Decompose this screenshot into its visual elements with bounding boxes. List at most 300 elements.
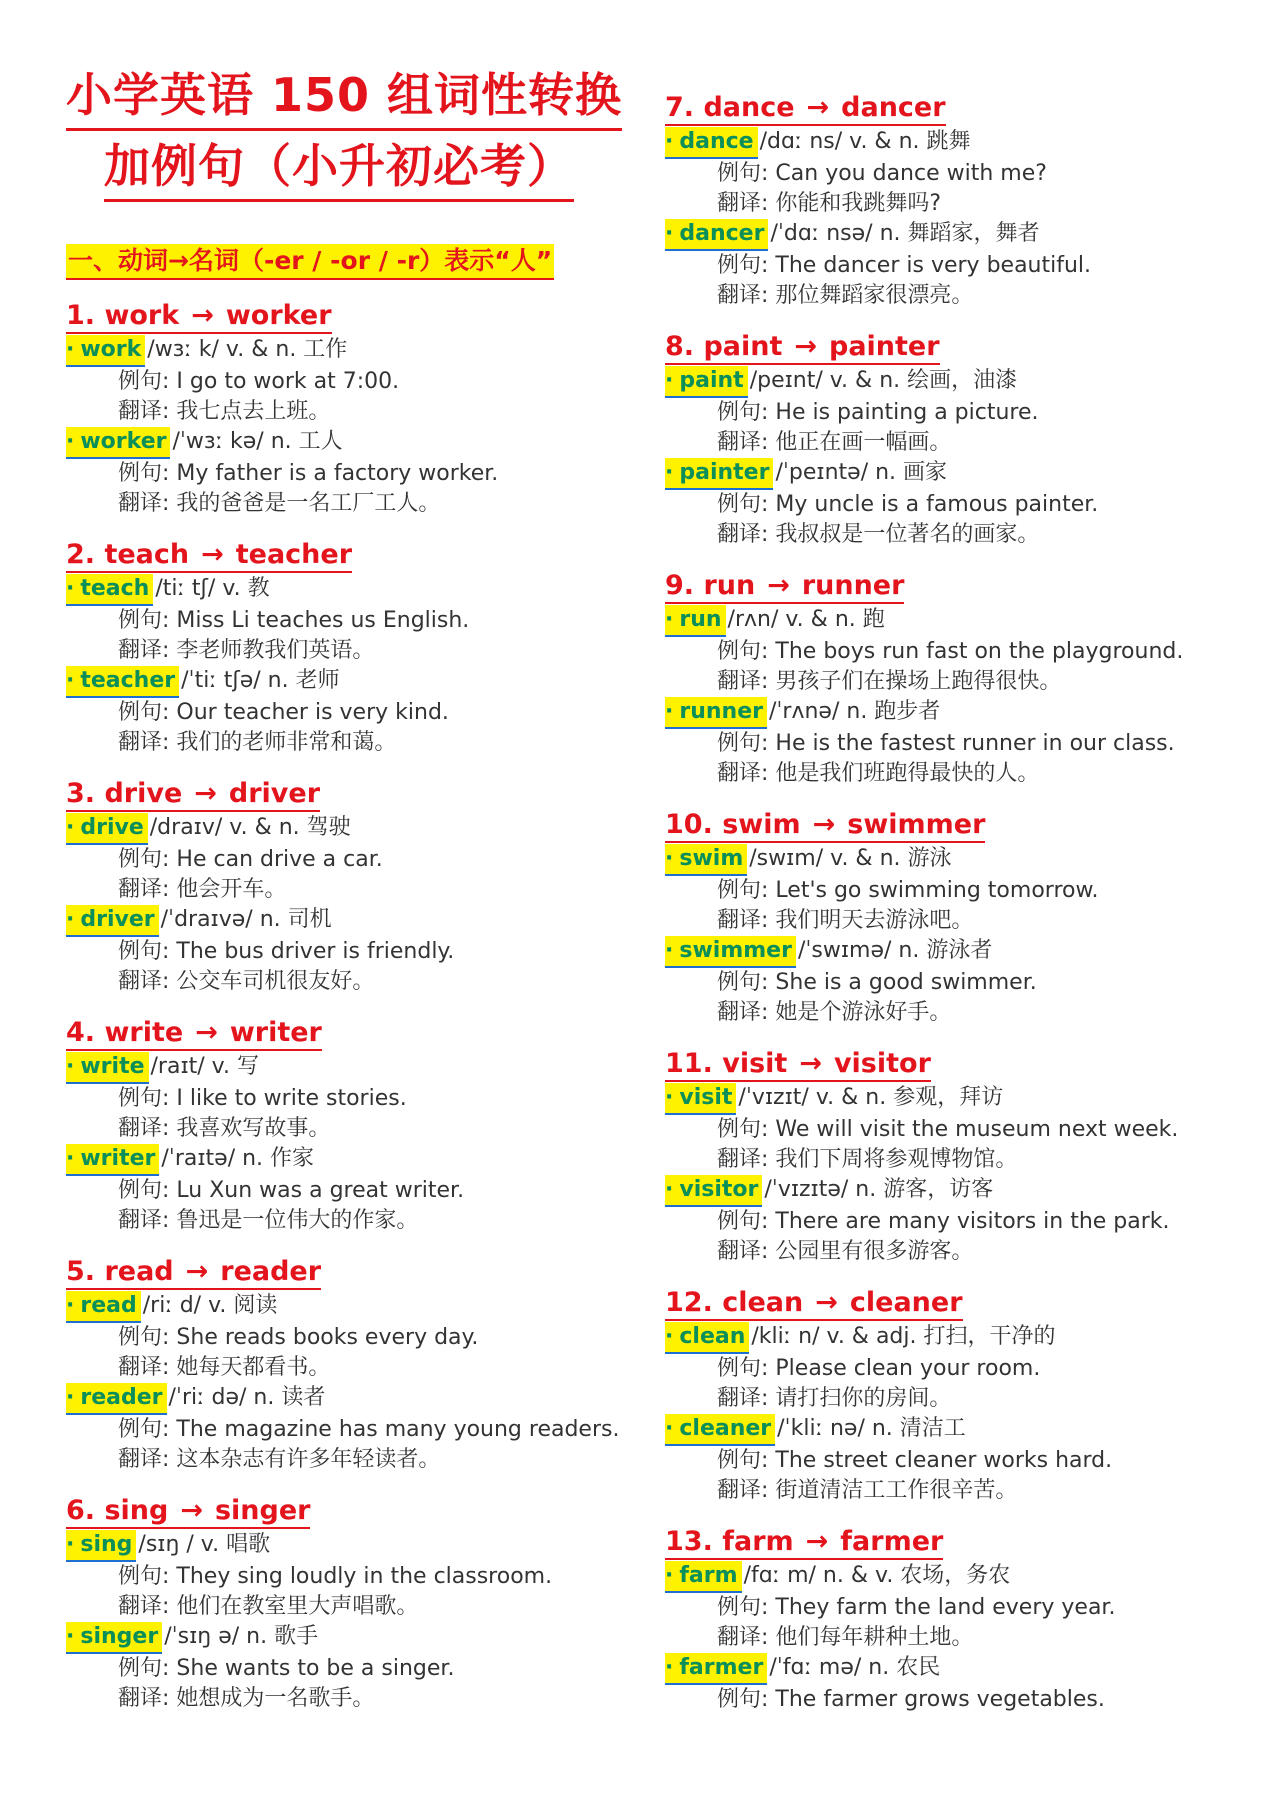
example-sentence: Lu Xun was a great writer.	[169, 1178, 465, 1203]
bullet-icon: ·	[66, 1293, 75, 1318]
word-group	[66, 778, 676, 997]
vocab-word-text: visitor	[679, 1177, 759, 1202]
vocab-entry	[66, 813, 676, 905]
phonetic-definition: /rʌn/ v. & n. 跑	[727, 607, 885, 632]
vocab-word	[665, 844, 747, 876]
phonetic-definition: /ˈsɪŋ ə/ n. 歌手	[164, 1624, 319, 1649]
phonetic-definition: /sɪŋ / v. 唱歌	[138, 1532, 271, 1557]
word-line	[66, 905, 676, 937]
translation-line	[665, 1623, 1275, 1653]
translation-text: 他正在画一幅画。	[768, 430, 952, 455]
vocab-word-text: teach	[80, 576, 150, 601]
example-line	[66, 1654, 676, 1684]
word-group	[665, 92, 1275, 311]
vocab-entry	[66, 1530, 676, 1622]
vocab-word-text: farmer	[679, 1655, 764, 1680]
translation-label: 翻译:	[717, 669, 769, 694]
vocab-word	[665, 1653, 767, 1685]
group-target-word: driver	[228, 778, 321, 809]
word-line	[665, 366, 1275, 398]
group-heading	[665, 809, 985, 843]
group-target-word: singer	[214, 1495, 311, 1526]
example-sentence: He can drive a car.	[169, 847, 383, 872]
group-base-word: 8. paint	[665, 331, 783, 362]
bullet-icon: ·	[66, 907, 75, 932]
word-group	[66, 1495, 676, 1714]
word-line	[66, 1291, 676, 1323]
vocab-entry	[665, 1175, 1275, 1267]
vocab-entry	[665, 1322, 1275, 1414]
vocab-word-text: teacher	[80, 668, 176, 693]
bullet-icon: ·	[66, 668, 75, 693]
vocab-word	[665, 697, 767, 729]
word-group	[66, 539, 676, 758]
vocab-word	[665, 458, 773, 490]
vocab-word-text: singer	[80, 1624, 159, 1649]
translation-label: 翻译:	[118, 638, 170, 663]
word-line	[665, 1083, 1275, 1115]
translation-text: 那位舞蹈家很漂亮。	[768, 283, 974, 308]
vocab-word-text: paint	[679, 368, 744, 393]
word-line	[665, 458, 1275, 490]
word-line	[66, 1052, 676, 1084]
group-heading	[66, 1256, 321, 1290]
group-heading	[66, 1495, 310, 1529]
translation-label: 翻译:	[717, 430, 769, 455]
translation-line	[665, 428, 1275, 458]
vocab-word-text: write	[80, 1054, 145, 1079]
vocab-word	[665, 366, 748, 398]
vocab-word-text: read	[80, 1293, 137, 1318]
arrow-icon: →	[806, 92, 830, 123]
example-line	[665, 1354, 1275, 1384]
translation-label: 翻译:	[717, 1478, 769, 1503]
group-base-word: 12. clean	[665, 1287, 804, 1318]
group-heading	[665, 1287, 963, 1321]
vocab-entry	[665, 127, 1275, 219]
bullet-icon: ·	[665, 221, 674, 246]
translation-line	[665, 189, 1275, 219]
vocab-word	[665, 605, 726, 637]
word-line	[66, 813, 676, 845]
vocab-word-text: drive	[80, 815, 144, 840]
phonetic-definition: /wɜː k/ v. & n. 工作	[147, 337, 348, 362]
page-title	[66, 64, 626, 202]
bullet-icon: ·	[665, 846, 674, 871]
group-heading	[66, 778, 320, 812]
group-heading	[665, 331, 940, 365]
phonetic-definition: /ˈtiː tʃə/ n. 老师	[181, 668, 340, 693]
example-sentence: My father is a factory worker.	[169, 461, 499, 486]
phonetic-definition: /ˈwɜː kə/ n. 工人	[172, 429, 343, 454]
group-base-word: 10. swim	[665, 809, 801, 840]
example-label: 例句:	[717, 639, 769, 664]
vocab-word-text: run	[679, 607, 722, 632]
translation-line	[66, 636, 676, 666]
translation-line	[66, 1114, 676, 1144]
vocab-entry	[66, 1291, 676, 1383]
bullet-icon: ·	[66, 337, 75, 362]
example-line	[665, 637, 1275, 667]
translation-text: 他是我们班跑得最快的人。	[768, 761, 1040, 786]
example-label: 例句:	[118, 939, 170, 964]
bullet-icon: ·	[665, 129, 674, 154]
example-label: 例句:	[717, 731, 769, 756]
example-sentence: She is a good swimmer.	[768, 970, 1037, 995]
vocab-entry	[665, 1414, 1275, 1506]
translation-label: 翻译:	[118, 1447, 170, 1472]
group-target-word: cleaner	[849, 1287, 963, 1318]
example-line	[66, 1084, 676, 1114]
vocab-entry	[66, 1622, 676, 1714]
bullet-icon: ·	[66, 1385, 75, 1410]
vocab-entry	[66, 1383, 676, 1475]
example-sentence: Our teacher is very kind.	[169, 700, 449, 725]
arrow-icon: →	[812, 809, 836, 840]
bullet-icon: ·	[66, 576, 75, 601]
translation-line	[66, 1684, 676, 1714]
word-group	[66, 1256, 676, 1475]
example-line	[665, 968, 1275, 998]
translation-label: 翻译:	[118, 877, 170, 902]
vocab-word-text: dancer	[679, 221, 765, 246]
vocab-entry	[665, 1561, 1275, 1653]
example-label: 例句:	[717, 1687, 769, 1712]
translation-line	[66, 967, 676, 997]
example-label: 例句:	[717, 400, 769, 425]
translation-line	[665, 759, 1275, 789]
arrow-icon: →	[195, 1017, 218, 1048]
phonetic-definition: /ˈriː də/ n. 读者	[168, 1385, 326, 1410]
phonetic-definition: /ˈswɪmə/ n. 游泳者	[797, 938, 993, 963]
example-label: 例句:	[118, 1564, 170, 1589]
translation-text: 男孩子们在操场上跑得很快。	[768, 669, 1062, 694]
word-group	[665, 1526, 1275, 1715]
translation-label: 翻译:	[118, 1208, 170, 1233]
translation-label: 翻译:	[118, 730, 170, 755]
vocab-entry	[665, 366, 1275, 458]
vocab-word-text: runner	[679, 699, 763, 724]
example-sentence: My uncle is a famous painter.	[768, 492, 1099, 517]
translation-line	[665, 667, 1275, 697]
phonetic-definition: /raɪt/ v. 写	[150, 1054, 259, 1079]
example-line	[66, 606, 676, 636]
word-group	[665, 570, 1275, 789]
translation-line	[66, 875, 676, 905]
word-group	[66, 1017, 676, 1236]
translation-line	[66, 1206, 676, 1236]
phonetic-definition: /ˈvɪzɪt/ v. & n. 参观，拜访	[738, 1085, 1004, 1110]
word-group	[665, 1048, 1275, 1267]
group-target-word: reader	[220, 1256, 322, 1287]
phonetic-definition: /peɪnt/ v. & n. 绘画，油漆	[749, 368, 1018, 393]
vocab-word	[665, 127, 758, 159]
group-target-word: writer	[229, 1017, 322, 1048]
phonetic-definition: /fɑː m/ n. & v. 农场，务农	[743, 1563, 1011, 1588]
example-sentence: Let's go swimming tomorrow.	[768, 878, 1099, 903]
translation-label: 翻译:	[118, 1116, 170, 1141]
example-line	[66, 367, 676, 397]
bullet-icon: ·	[66, 1532, 75, 1557]
translation-text: 街道清洁工工作很辛苦。	[768, 1478, 1018, 1503]
example-label: 例句:	[717, 1117, 769, 1142]
word-line	[665, 844, 1275, 876]
vocab-word	[66, 666, 179, 698]
translation-label: 翻译:	[118, 1594, 170, 1619]
example-line	[665, 398, 1275, 428]
example-sentence: Miss Li teaches us English.	[169, 608, 470, 633]
group-base-word: 13. farm	[665, 1526, 794, 1557]
group-target-word: farmer	[840, 1526, 944, 1557]
vocab-word-text: driver	[80, 907, 155, 932]
section-heading: 一、动词→名词（-er / -or / -r）表示“人”	[66, 244, 554, 280]
example-sentence: She reads books every day.	[169, 1325, 479, 1350]
phonetic-definition: /tiː tʃ/ v. 教	[155, 576, 270, 601]
word-line	[66, 335, 676, 367]
vocab-entry	[66, 427, 676, 519]
vocab-word	[66, 1530, 136, 1562]
group-heading	[665, 570, 904, 604]
vocab-entry	[665, 458, 1275, 550]
bullet-icon: ·	[66, 429, 75, 454]
example-label: 例句:	[717, 1595, 769, 1620]
example-line	[66, 1323, 676, 1353]
word-line	[665, 697, 1275, 729]
translation-label: 翻译:	[717, 1147, 769, 1172]
group-target-word: visitor	[833, 1048, 931, 1079]
vocab-word-text: reader	[80, 1385, 163, 1410]
example-line	[665, 159, 1275, 189]
group-base-word: 7. dance	[665, 92, 795, 123]
phonetic-definition: /ˈkliː nə/ n. 清洁工	[777, 1416, 966, 1441]
word-line	[665, 1561, 1275, 1593]
example-line	[66, 937, 676, 967]
phonetic-definition: /ˈpeɪntə/ n. 画家	[775, 460, 948, 485]
translation-line	[66, 1353, 676, 1383]
example-sentence: He is the fastest runner in our class.	[768, 731, 1175, 756]
vocab-word-text: visit	[679, 1085, 733, 1110]
word-line	[665, 1175, 1275, 1207]
translation-label: 翻译:	[118, 491, 170, 516]
translation-line	[665, 1384, 1275, 1414]
word-line	[665, 1653, 1275, 1685]
translation-label: 翻译:	[717, 191, 769, 216]
bullet-icon: ·	[665, 607, 674, 632]
word-group	[66, 300, 676, 519]
phonetic-definition: /ˈdraɪvə/ n. 司机	[160, 907, 332, 932]
vocab-word	[665, 936, 796, 968]
translation-text: 我叔叔是一位著名的画家。	[768, 522, 1040, 547]
example-line	[665, 490, 1275, 520]
example-label: 例句:	[717, 1356, 769, 1381]
group-target-word: swimmer	[847, 809, 986, 840]
example-sentence: Can you dance with me?	[768, 161, 1047, 186]
vocab-word	[66, 335, 145, 367]
arrow-icon: →	[201, 539, 224, 570]
example-line	[66, 1562, 676, 1592]
vocab-word-text: swimmer	[679, 938, 792, 963]
title-line-1: 小学英语 150 组词性转换	[66, 64, 622, 131]
vocab-word-text: painter	[679, 460, 770, 485]
bullet-icon: ·	[66, 815, 75, 840]
phonetic-definition: /swɪm/ v. & n. 游泳	[749, 846, 952, 871]
translation-line	[665, 1476, 1275, 1506]
example-label: 例句:	[717, 970, 769, 995]
group-heading	[665, 1526, 943, 1560]
translation-label: 翻译:	[118, 969, 170, 994]
word-line	[66, 1622, 676, 1654]
word-line	[66, 1530, 676, 1562]
example-sentence: He is painting a picture.	[768, 400, 1039, 425]
vocab-word	[665, 219, 768, 251]
vocab-entry	[665, 605, 1275, 697]
translation-label: 翻译:	[717, 522, 769, 547]
arrow-icon: →	[194, 778, 217, 809]
translation-label: 翻译:	[118, 1686, 170, 1711]
example-line	[66, 845, 676, 875]
translation-line	[66, 1592, 676, 1622]
example-label: 例句:	[717, 878, 769, 903]
translation-text: 我喜欢写故事。	[169, 1116, 331, 1141]
word-line	[66, 1144, 676, 1176]
translation-label: 翻译:	[717, 908, 769, 933]
group-base-word: 6. sing	[66, 1495, 169, 1526]
vocab-entry	[665, 1083, 1275, 1175]
vocab-word	[66, 1291, 141, 1323]
vocab-word	[66, 1144, 159, 1176]
translation-text: 公园里有很多游客。	[768, 1239, 974, 1264]
translation-text: 你能和我跳舞吗?	[768, 191, 942, 216]
example-line	[665, 1446, 1275, 1476]
vocab-word	[665, 1414, 775, 1446]
bullet-icon: ·	[66, 1624, 75, 1649]
group-heading	[665, 1048, 931, 1082]
translation-text: 公交车司机很友好。	[169, 969, 375, 994]
example-line	[665, 729, 1275, 759]
bullet-icon: ·	[665, 1324, 674, 1349]
vocab-word-text: sing	[80, 1532, 133, 1557]
vocab-word	[66, 1052, 149, 1084]
translation-line	[665, 1237, 1275, 1267]
example-label: 例句:	[118, 847, 170, 872]
example-label: 例句:	[118, 700, 170, 725]
vocab-entry	[66, 1144, 676, 1236]
vocab-word	[665, 1175, 762, 1207]
vocab-word-text: farm	[679, 1563, 738, 1588]
example-label: 例句:	[717, 253, 769, 278]
translation-line	[665, 1145, 1275, 1175]
vocab-entry	[665, 844, 1275, 936]
phonetic-definition: /draɪv/ v. & n. 驾驶	[149, 815, 351, 840]
translation-text: 这本杂志有许多年轻读者。	[169, 1447, 441, 1472]
vocab-word	[66, 1383, 167, 1415]
translation-line	[66, 728, 676, 758]
vocab-word	[665, 1083, 736, 1115]
bullet-icon: ·	[665, 1563, 674, 1588]
word-line	[66, 574, 676, 606]
example-sentence: They sing loudly in the classroom.	[169, 1564, 553, 1589]
group-target-word: painter	[829, 331, 940, 362]
translation-text: 鲁迅是一位伟大的作家。	[169, 1208, 419, 1233]
example-sentence: The street cleaner works hard.	[768, 1448, 1113, 1473]
example-label: 例句:	[717, 492, 769, 517]
left-column	[66, 300, 676, 1734]
word-line	[665, 605, 1275, 637]
example-label: 例句:	[118, 369, 170, 394]
translation-text: 她想成为一名歌手。	[169, 1686, 375, 1711]
word-group	[665, 1287, 1275, 1506]
group-base-word: 5. read	[66, 1256, 174, 1287]
phonetic-definition: /ˈvɪzɪtə/ n. 游客，访客	[764, 1177, 994, 1202]
phonetic-definition: /riː d/ v. 阅读	[142, 1293, 278, 1318]
bullet-icon: ·	[665, 368, 674, 393]
bullet-icon: ·	[665, 699, 674, 724]
word-line	[665, 1322, 1275, 1354]
translation-label: 翻译:	[717, 1239, 769, 1264]
group-base-word: 3. drive	[66, 778, 183, 809]
example-sentence: The magazine has many young readers.	[169, 1417, 620, 1442]
word-line	[66, 427, 676, 459]
example-label: 例句:	[118, 1325, 170, 1350]
translation-text: 他们在教室里大声唱歌。	[169, 1594, 419, 1619]
arrow-icon: →	[815, 1287, 838, 1318]
vocab-word-text: swim	[679, 846, 744, 871]
group-heading	[66, 1017, 322, 1051]
example-line	[66, 1415, 676, 1445]
translation-line	[66, 1445, 676, 1475]
translation-label: 翻译:	[118, 399, 170, 424]
example-sentence: The bus driver is friendly.	[169, 939, 455, 964]
translation-text: 李老师教我们英语。	[169, 638, 375, 663]
arrow-icon: →	[767, 570, 790, 601]
word-line	[665, 127, 1275, 159]
vocab-word-text: writer	[80, 1146, 156, 1171]
bullet-icon: ·	[665, 938, 674, 963]
vocab-word	[665, 1561, 742, 1593]
example-sentence: I go to work at 7:00.	[169, 369, 400, 394]
example-line	[66, 459, 676, 489]
example-sentence: There are many visitors in the park.	[768, 1209, 1170, 1234]
translation-text: 他们每年耕种土地。	[768, 1625, 974, 1650]
example-label: 例句:	[118, 1178, 170, 1203]
bullet-icon: ·	[665, 1177, 674, 1202]
translation-text: 我们明天去游泳吧。	[768, 908, 974, 933]
word-group	[665, 809, 1275, 1028]
vocab-entry	[665, 936, 1275, 1028]
phonetic-definition: /ˈdɑː nsə/ n. 舞蹈家，舞者	[770, 221, 1040, 246]
bullet-icon: ·	[665, 1655, 674, 1680]
example-label: 例句:	[717, 1209, 769, 1234]
translation-line	[66, 489, 676, 519]
example-sentence: The dancer is very beautiful.	[768, 253, 1092, 278]
translation-label: 翻译:	[717, 1000, 769, 1025]
translation-text: 她是个游泳好手。	[768, 1000, 952, 1025]
group-heading	[66, 539, 352, 573]
arrow-icon: →	[180, 1495, 203, 1526]
translation-line	[665, 520, 1275, 550]
group-heading	[66, 300, 332, 334]
example-label: 例句:	[717, 161, 769, 186]
example-line	[665, 876, 1275, 906]
translation-line	[665, 281, 1275, 311]
phonetic-definition: /kliː n/ v. & adj. 打扫，干净的	[751, 1324, 1056, 1349]
translation-text: 他会开车。	[169, 877, 287, 902]
vocab-entry	[66, 335, 676, 427]
group-target-word: worker	[225, 300, 332, 331]
example-sentence: Please clean your room.	[768, 1356, 1041, 1381]
phonetic-definition: /ˈraɪtə/ n. 作家	[161, 1146, 315, 1171]
example-line	[665, 1685, 1275, 1715]
